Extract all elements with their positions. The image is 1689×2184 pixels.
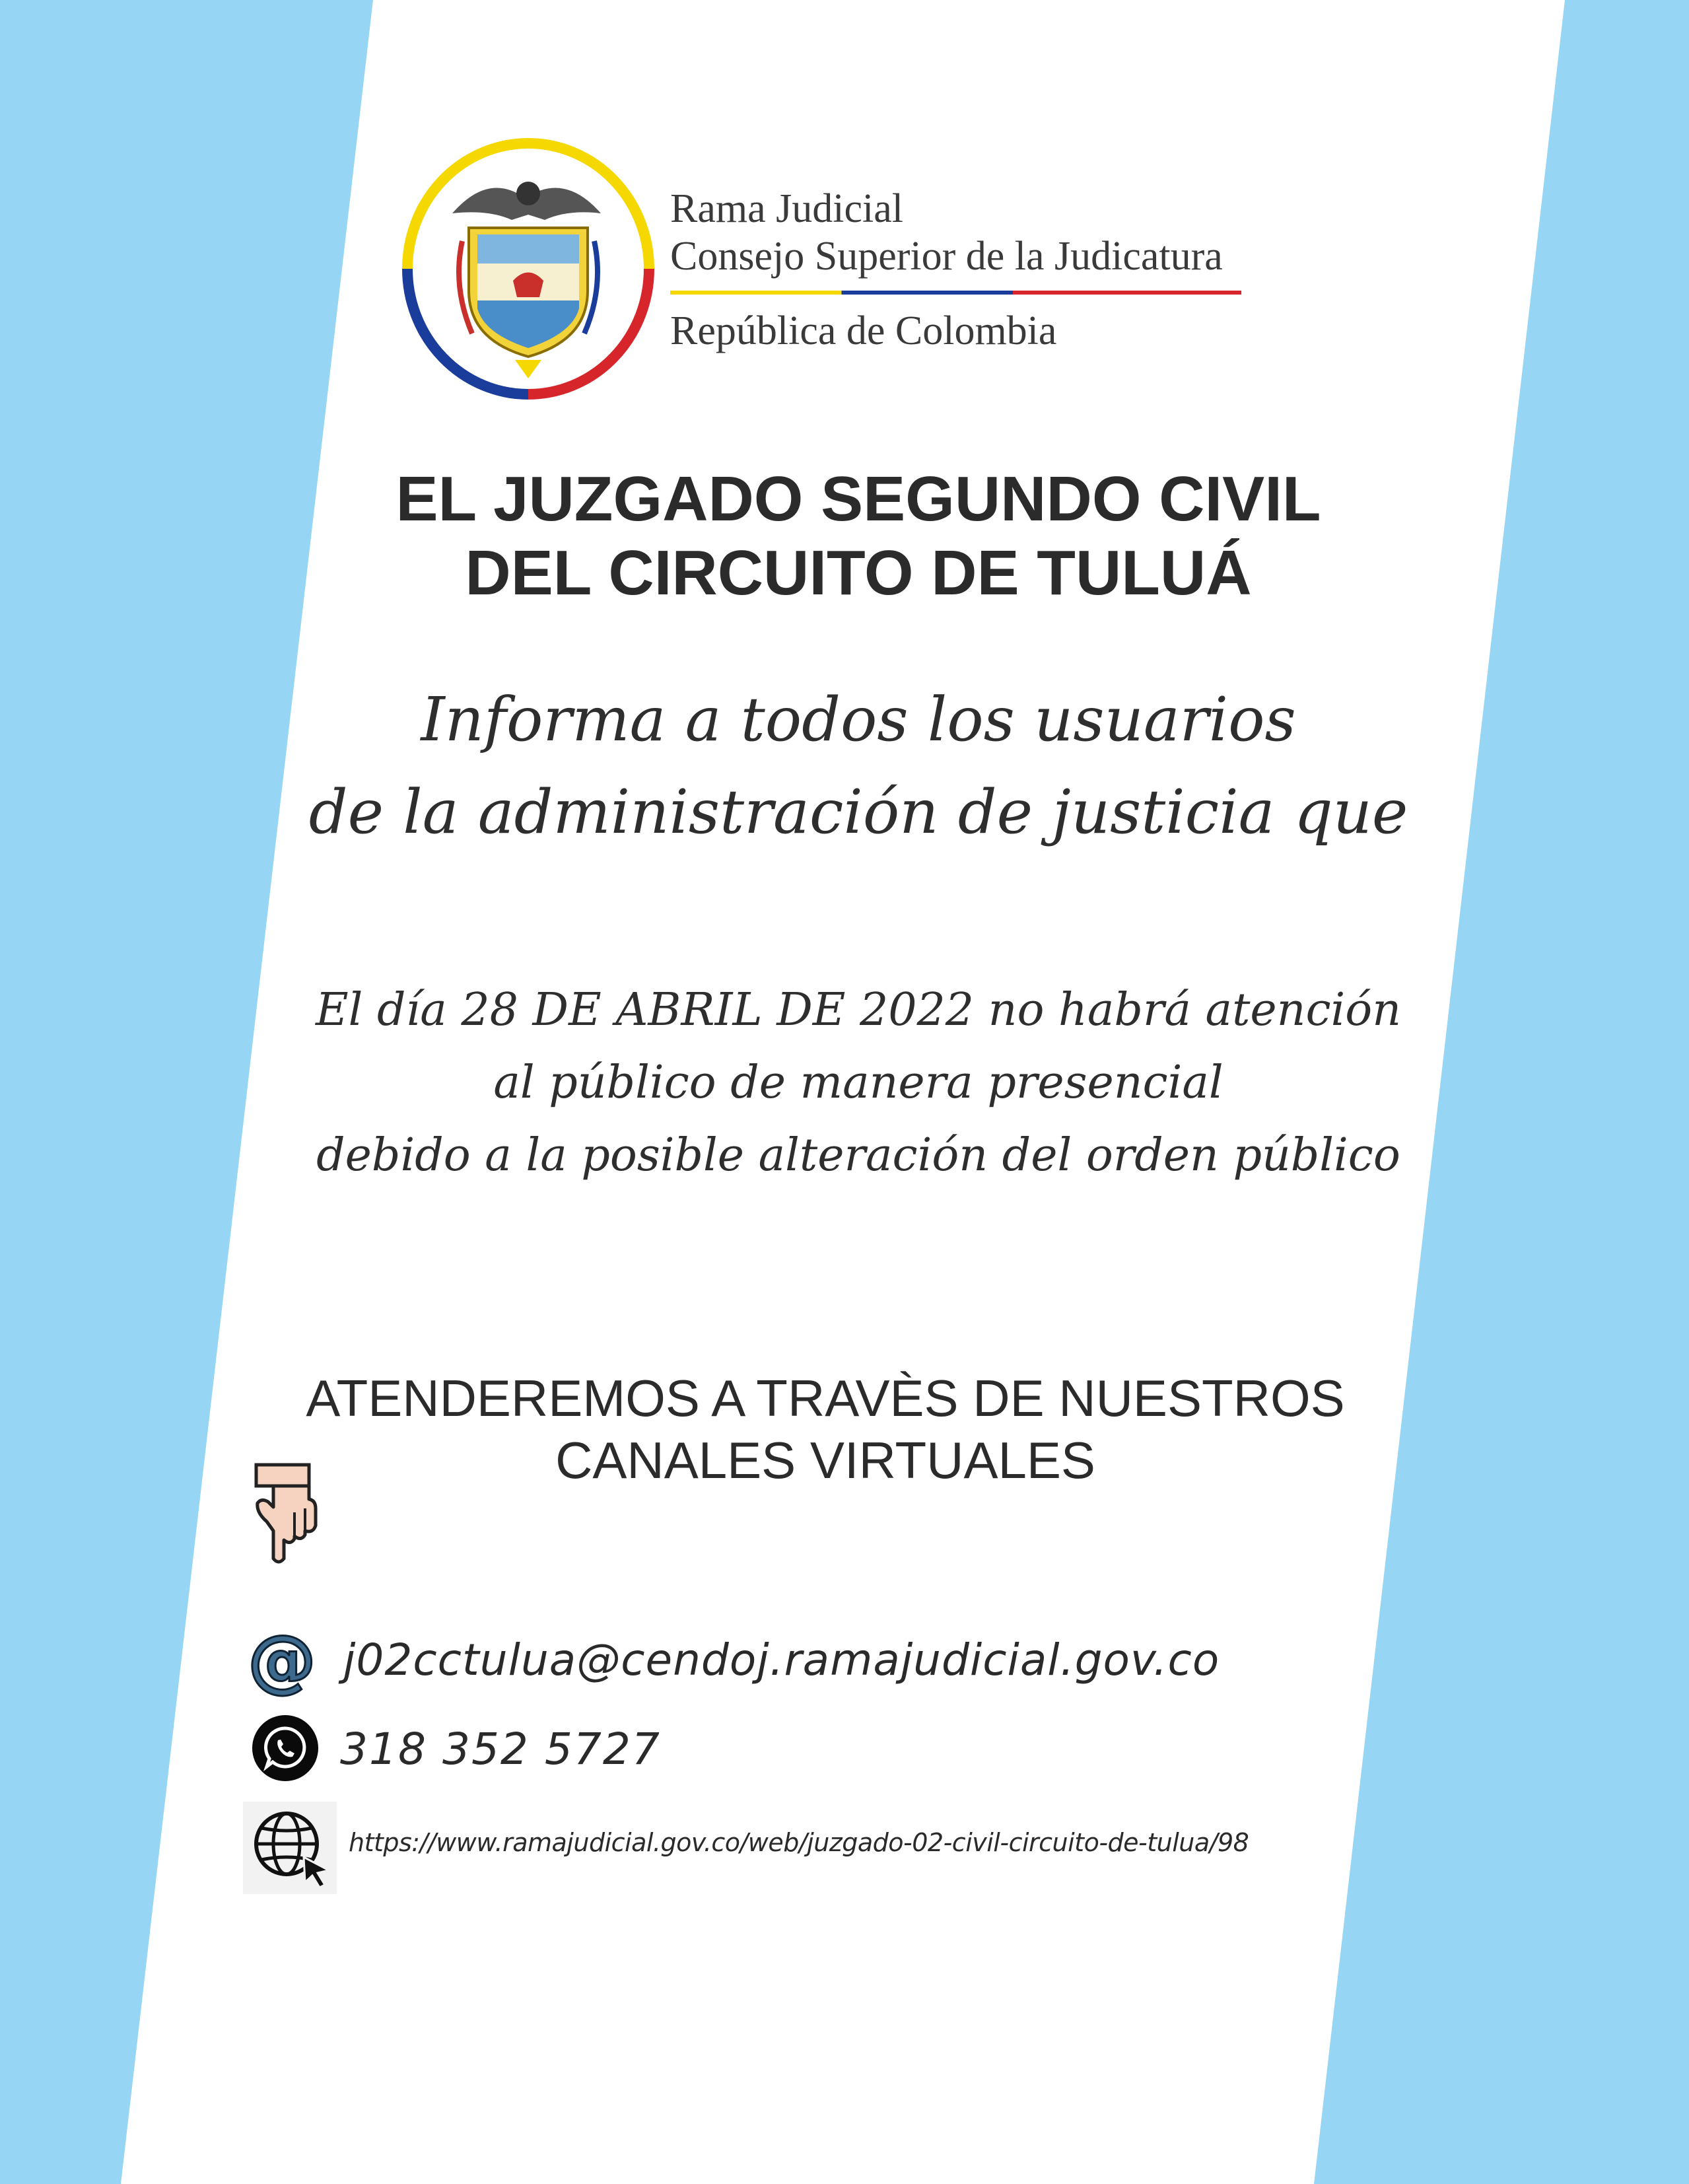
intro-line-1: Informa a todos los usuarios — [421, 684, 1296, 755]
closure-notice — [264, 974, 1453, 1192]
page-title — [297, 462, 1420, 610]
intro-text — [264, 674, 1453, 859]
svg-text:@: @ — [248, 1625, 316, 1697]
logo-text — [670, 185, 1251, 353]
coat-of-arms-seal-icon — [399, 135, 657, 403]
notice-line-2: al público de manera presencial — [493, 1057, 1224, 1109]
logo-line-consejo: Consejo Superior de la Judicatura — [670, 234, 1223, 279]
whatsapp-icon — [251, 1714, 320, 1782]
logo-line-rama-judicial: Rama Judicial — [670, 186, 903, 231]
logo-line-republica: República de Colombia — [670, 308, 1057, 353]
notice-line-3: debido a la posible alteración del orden público — [316, 1129, 1400, 1181]
intro-line-2: de la administración de justicia que — [308, 777, 1408, 847]
contact-website-link[interactable]: https://www.ramajudicial.gov.co/web/juzgado-02-civil-circuito-de-tulua/98 — [349, 1828, 1249, 1857]
title-line-2: DEL CIRCUITO DE TULUÁ — [465, 538, 1252, 608]
channels-heading-line-2: CANALES VIRTUALES — [555, 1431, 1095, 1489]
at-sign-icon — [246, 1625, 318, 1697]
channels-heading-line-1: ATENDEREMOS A TRAVÈS DE NUESTROS — [306, 1369, 1345, 1427]
globe-cursor-icon — [243, 1802, 337, 1894]
virtual-channels-heading — [244, 1367, 1406, 1491]
website-icon-box — [243, 1802, 337, 1894]
tricolor-divider — [670, 291, 1241, 295]
title-line-1: EL JUZGADO SEGUNDO CIVIL — [396, 464, 1321, 534]
pointing-hand-icon — [244, 1460, 324, 1565]
rama-judicial-logo — [380, 112, 1258, 423]
notice-line-1: El día 28 DE ABRIL DE 2022 no habrá atención — [315, 984, 1402, 1036]
contact-phone[interactable]: 318 352 5727 — [340, 1724, 661, 1775]
contact-email[interactable]: j02cctulua@cendoj.ramajudicial.gov.co — [343, 1635, 1220, 1685]
